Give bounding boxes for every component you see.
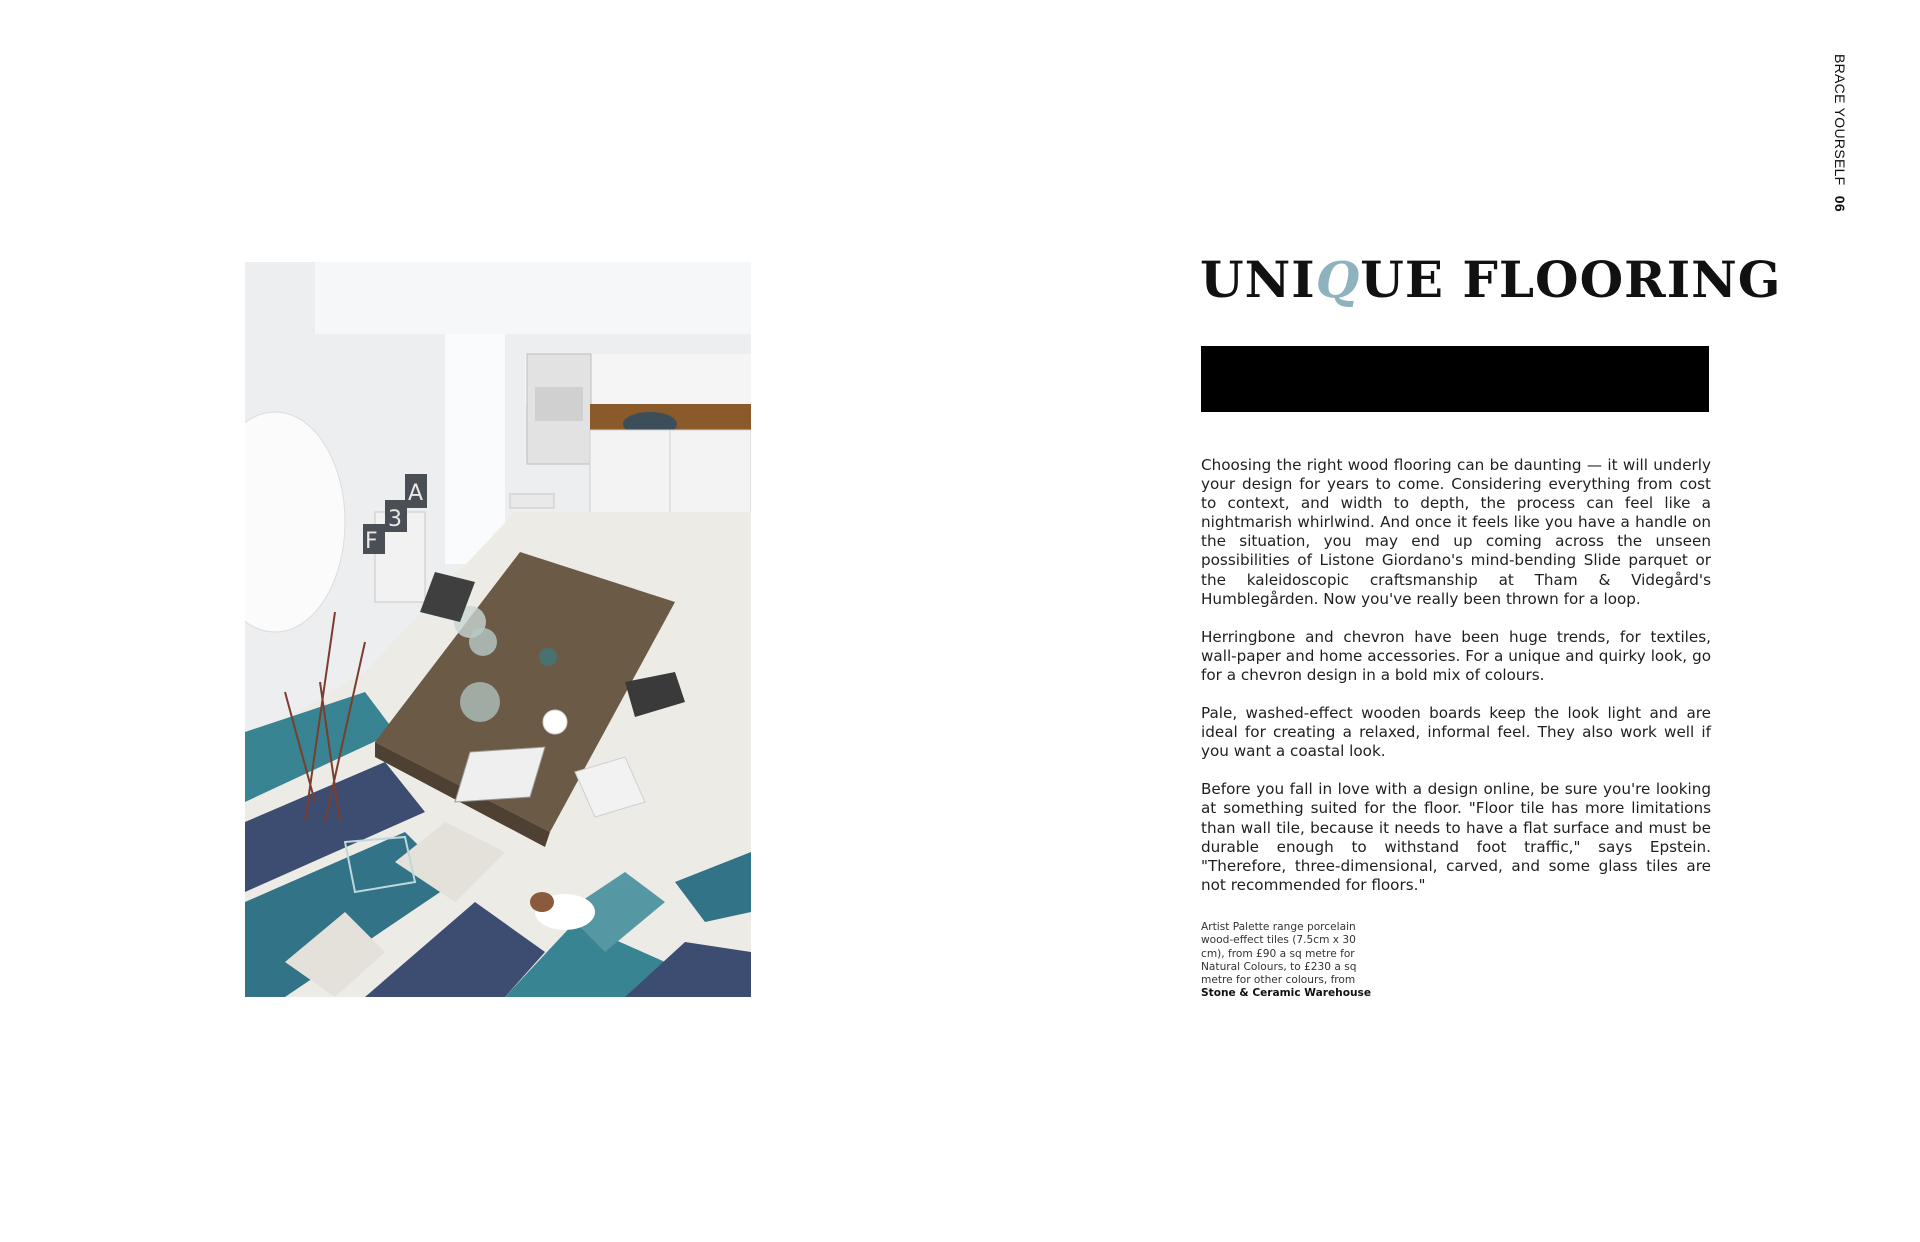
wall-letter-3: 3 (388, 507, 402, 532)
wall-letter-f: F (365, 529, 378, 554)
photo-caption (1201, 921, 1371, 1001)
title-part-1: UNI (1200, 250, 1316, 309)
body-paragraph: Pale, washed-effect wooden boards keep the look light and are ideal for creating a relaxed, informal feel. They also work well if you want a coastal look. (1201, 704, 1711, 761)
body-paragraph: Before you fall in love with a design online, be sure you're looking at something suited for the floor. "Floor tile has more limitations than wall tile, because it needs to have a flat surface and must be durable enough to withstand foot traffic," says Epstein. "Therefore, three-dimensional, carved, and some glass tiles are not recommended for floors." (1201, 780, 1711, 894)
page-number: 06 (1832, 195, 1848, 212)
running-head (1832, 54, 1848, 212)
caption-supplier: Stone & Ceramic Warehouse (1201, 987, 1372, 1000)
wall-letter-a: A (408, 481, 424, 506)
feature-photo (245, 262, 751, 997)
article-body (1201, 456, 1711, 914)
dining-room-illustration (245, 262, 751, 997)
article-title (1200, 250, 1782, 310)
body-paragraph: Choosing the right wood flooring can be daunting — it will underly your design for years to come. Considering everything from cost to context, and width to depth, the process can feel like a nightmarish whirlwind. And once it feels like you have a handle on the situation, you may end up coming across the unseen possibilities of Listone Giordano's mind-bending Slide parquet or the kaleidoscopic craftsmanship at Tham & Videgård's Humblegården. Now you've really been thrown for a loop. (1201, 456, 1711, 608)
body-paragraph: Herringbone and chevron have been huge trends, for textiles, wall-paper and home accessories. For a unique and quirky look, go for a chevron design in a bold mix of colours. (1201, 627, 1711, 684)
caption-text: Artist Palette range porcelain wood-effect tiles (7.5cm x 30 cm), from £90 a sq metre for Natural Colours, to £230 a sq metre for other colours, from (1201, 921, 1357, 987)
black-banner (1201, 346, 1709, 412)
title-accent-letter: Q (1315, 250, 1361, 309)
section-title: BRACE YOURSELF (1832, 54, 1848, 186)
title-part-2: UE FLOORING (1360, 250, 1782, 309)
